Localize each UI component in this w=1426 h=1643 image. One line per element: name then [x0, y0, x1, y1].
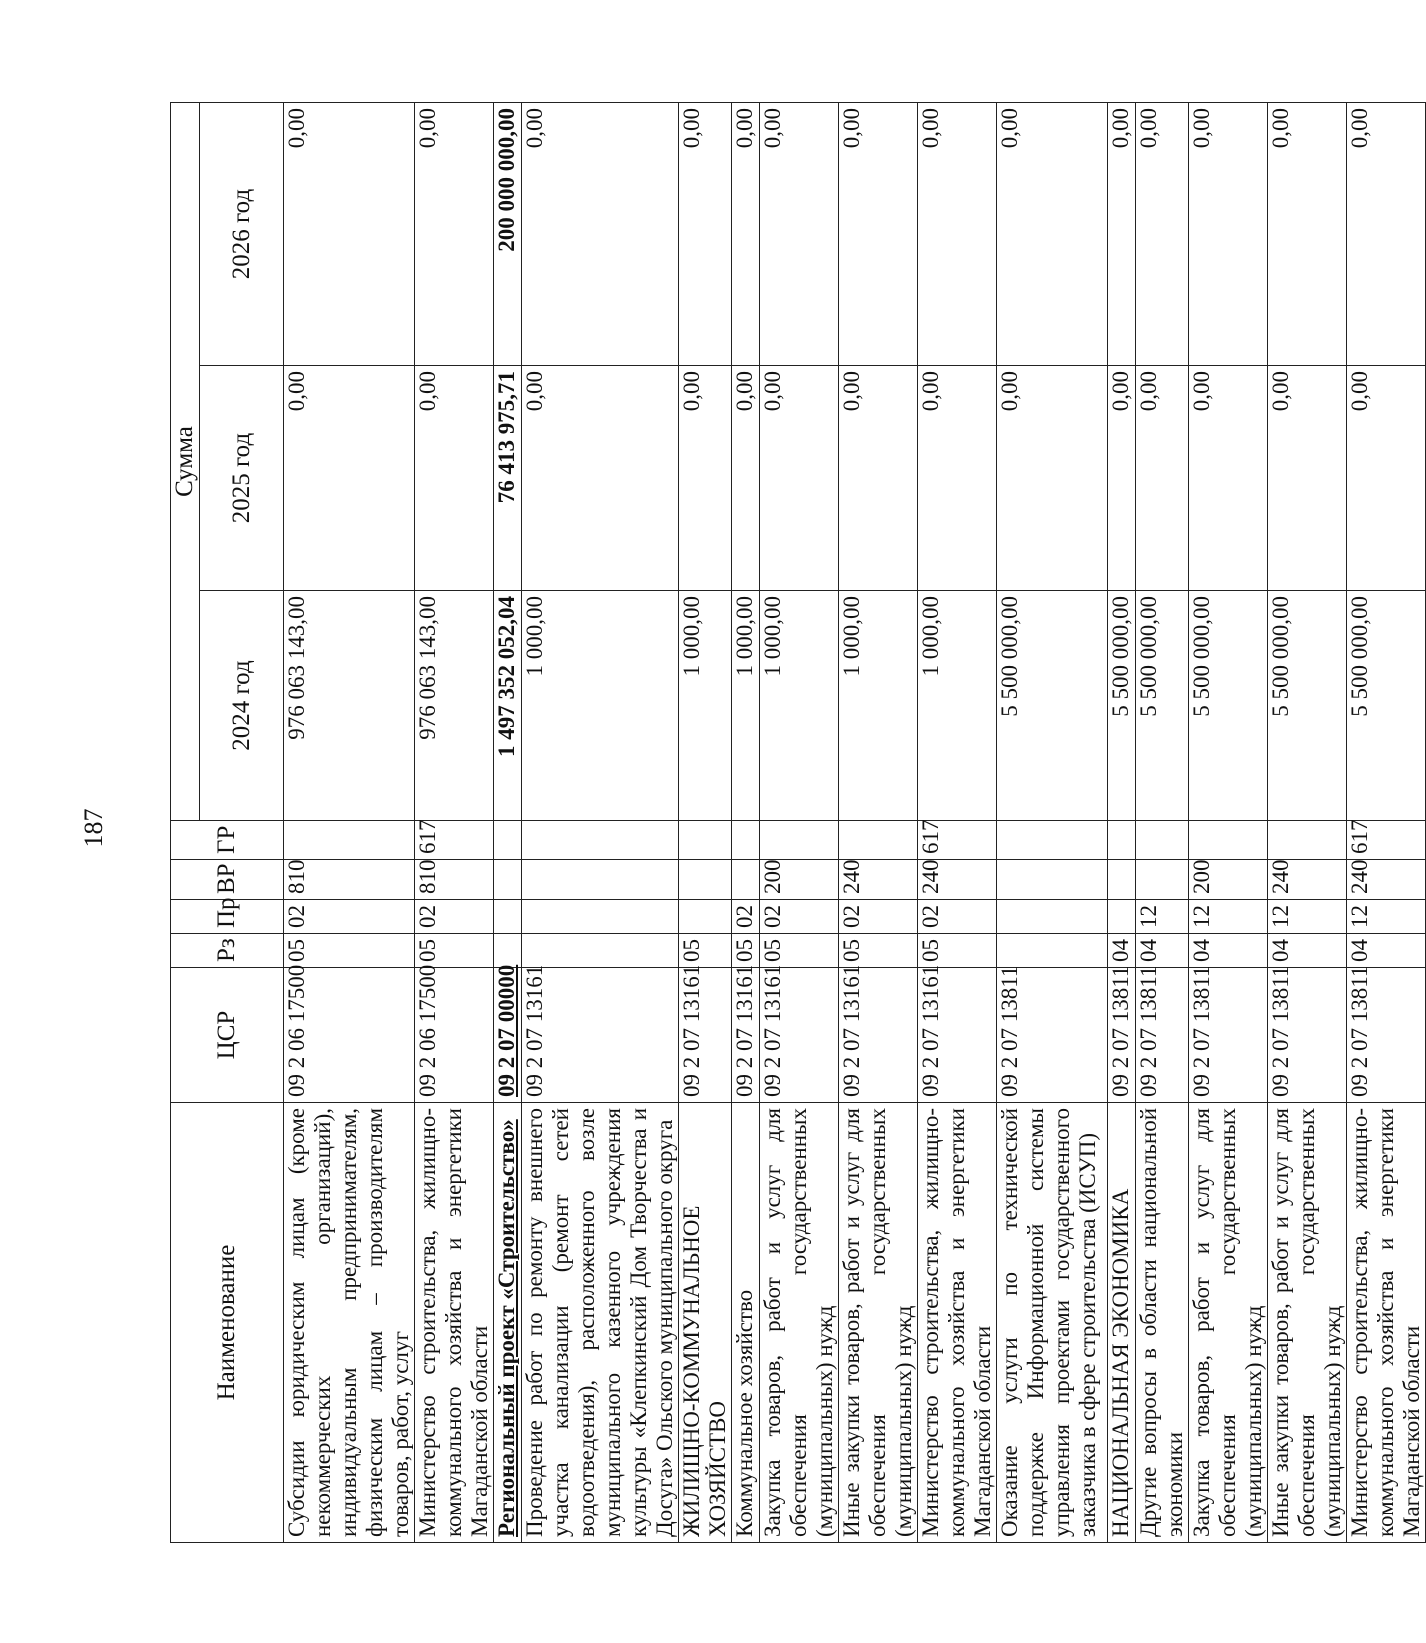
cell-name: Региональный проект «Строительство»: [494, 1103, 522, 1543]
cell-rz: [415, 934, 494, 968]
cell-vr: [838, 860, 917, 900]
cell-pr-text: 12: [1188, 905, 1214, 928]
cell-2026: 0,00: [838, 103, 917, 366]
cell-vr: [760, 860, 839, 900]
cell-csr-text: 09 2 07 13811: [1267, 965, 1293, 1097]
cell-csr: [996, 965, 1107, 1103]
cell-vr: [679, 860, 732, 900]
cell-vr-text: 240: [838, 859, 864, 894]
cell-rz: [996, 934, 1107, 968]
cell-gr: [284, 821, 415, 860]
cell-2025: 0,00: [760, 366, 839, 591]
cell-pr: [1107, 900, 1135, 934]
cell-vr-text: 240: [1346, 859, 1372, 894]
cell-vr: [1267, 860, 1346, 900]
cell-rz: [1135, 934, 1188, 968]
cell-gr: [1107, 821, 1135, 860]
cell-gr: [1135, 821, 1188, 860]
cell-csr: [415, 964, 494, 1103]
cell-2026: 0,00: [1267, 103, 1346, 366]
cell-2024: 5 500 000,00: [1107, 591, 1135, 821]
cell-pr-text: 02: [415, 905, 441, 928]
cell-pr: [1135, 900, 1188, 934]
table-body: [284, 103, 1425, 1543]
cell-rz: [1267, 934, 1346, 968]
cell-csr: [284, 964, 415, 1103]
cell-csr-text: 09 2 07 13811: [1188, 965, 1214, 1097]
cell-csr: [838, 964, 917, 1103]
cell-csr-text: 09 2 07 13811: [1107, 965, 1133, 1097]
cell-vr: [996, 860, 1107, 900]
cell-gr: [838, 821, 917, 860]
cell-2025: 0,00: [838, 366, 917, 591]
cell-rz-text: 04: [1188, 939, 1214, 962]
header-sum: Сумма: [171, 103, 200, 821]
cell-name: Проведение работ по ремонту внешнего участка канализации (ремонт сетей водоотведения), расположенного возле муниципального казенного учреждения культуры «Клепкинский Дом Творчества и Досуга» Ольского муниципального округа: [522, 1103, 679, 1543]
cell-pr: [415, 900, 494, 934]
cell-vr: [522, 860, 679, 900]
cell-csr: [1107, 965, 1135, 1103]
cell-2025: 0,00: [1135, 366, 1188, 591]
cell-pr: [284, 900, 415, 934]
table-row: [1188, 103, 1267, 1543]
cell-pr: [1346, 900, 1425, 934]
cell-vr-text: 240: [1267, 859, 1293, 894]
table-row: [415, 103, 494, 1543]
cell-2024: 5 500 000,00: [1135, 591, 1188, 821]
cell-name: Другие вопросы в области национальной экономики: [1135, 1103, 1188, 1543]
header-year-2025: 2025 год: [200, 366, 284, 591]
cell-gr: [917, 821, 996, 860]
cell-2026: 0,00: [732, 103, 760, 366]
cell-vr-text: 810: [284, 859, 310, 894]
cell-pr: [1188, 900, 1267, 934]
cell-rz-text: 05: [732, 939, 757, 962]
header-pr: Пр: [171, 900, 284, 934]
cell-csr: [494, 964, 522, 1103]
cell-rz: [1346, 934, 1425, 968]
cell-gr: [996, 821, 1107, 860]
cell-2025: 76 413 975,71: [494, 366, 522, 591]
cell-vr-text: 810: [415, 859, 441, 894]
table-row: [522, 103, 679, 1543]
cell-name: Оказание услуги по технической поддержке Информационной системы управления проектами государственного заказчика в сфере строительства (ИСУП): [996, 1103, 1107, 1543]
cell-csr: [522, 964, 679, 1103]
cell-csr-text: 09 2 07 13811: [996, 965, 1022, 1097]
table-row: [494, 103, 522, 1543]
cell-pr-text: 02: [284, 905, 310, 928]
cell-2024: 5 500 000,00: [1346, 591, 1425, 821]
cell-2025: 0,00: [284, 366, 415, 591]
cell-vr-text: 240: [917, 859, 943, 894]
cell-csr-text: 09 2 07 13161: [732, 964, 757, 1097]
cell-rz: [522, 934, 679, 968]
table-row: [679, 103, 732, 1543]
cell-csr-text: 09 2 07 13161: [679, 964, 705, 1097]
cell-csr-text: 09 2 07 13161: [917, 964, 943, 1097]
cell-rz-text: 05: [838, 939, 864, 962]
cell-vr: [415, 860, 494, 900]
cell-pr: [1267, 900, 1346, 934]
cell-rz: [838, 934, 917, 968]
cell-2024: 1 000,00: [732, 591, 760, 821]
cell-2024: 976 063 143,00: [284, 591, 415, 821]
cell-rz-text: 05: [917, 939, 943, 962]
cell-2025: 0,00: [679, 366, 732, 591]
cell-2026: 0,00: [415, 103, 494, 366]
cell-2024: 976 063 143,00: [415, 591, 494, 821]
cell-2024: 5 500 000,00: [1267, 591, 1346, 821]
cell-2024: 1 000,00: [522, 591, 679, 821]
cell-csr: [1188, 965, 1267, 1103]
cell-rz: [760, 934, 839, 968]
cell-csr: [1346, 965, 1425, 1103]
table-row: [917, 103, 996, 1543]
cell-csr: [732, 964, 760, 1103]
cell-vr: [1188, 860, 1267, 900]
cell-2025: 0,00: [1188, 366, 1267, 591]
cell-name: ЖИЛИЩНО-КОММУНАЛЬНОЕ ХОЗЯЙСТВО: [679, 1103, 732, 1543]
cell-2026: 0,00: [1188, 103, 1267, 366]
table-row: [1107, 103, 1135, 1543]
cell-name: Субсидии юридическим лицам (кроме некоммерческих организаций), индивидуальным предпринимателям, физическим лицам – производителям товаров, работ, услуг: [284, 1103, 415, 1543]
cell-csr: [917, 964, 996, 1103]
cell-pr: [760, 900, 839, 934]
cell-csr: [1267, 965, 1346, 1103]
cell-rz: [1188, 934, 1267, 968]
cell-gr: [732, 821, 760, 860]
cell-pr: [838, 900, 917, 934]
cell-name: Коммунальное хозяйство: [732, 1103, 760, 1543]
table-row: [284, 103, 415, 1543]
cell-rz-text: 05: [760, 939, 785, 962]
cell-gr: [522, 821, 679, 860]
table-row: [1267, 103, 1346, 1543]
cell-pr-text: 12: [1135, 905, 1161, 928]
page-number: 187: [79, 808, 108, 848]
cell-gr: [415, 821, 494, 860]
cell-gr: [760, 821, 839, 860]
cell-2024: 5 500 000,00: [1188, 591, 1267, 821]
cell-2026: 0,00: [1346, 103, 1425, 366]
cell-pr: [732, 900, 760, 934]
cell-csr: [679, 964, 732, 1103]
cell-pr: [494, 900, 522, 934]
cell-2025: 0,00: [996, 366, 1107, 591]
cell-name: Министерство строительства, жилищно-коммунального хозяйства и энергетики Магаданской области: [917, 1103, 996, 1543]
header-csr: ЦСР: [171, 968, 284, 1103]
cell-csr-text: 09 2 07 00000: [494, 964, 520, 1097]
cell-name: Закупка товаров, работ и услуг для обеспечения государственных (муниципальных) нужд: [760, 1103, 839, 1543]
cell-csr-text: 09 2 07 13161: [838, 964, 864, 1097]
cell-2026: 0,00: [917, 103, 996, 366]
header-year-2024: 2024 год: [200, 591, 284, 821]
cell-name: Министерство строительства, жилищно-коммунального хозяйства и энергетики Магаданской области: [415, 1103, 494, 1543]
cell-name: Иные закупки товаров, работ и услуг для обеспечения государственных (муниципальных) нужд: [1267, 1103, 1346, 1543]
cell-csr-text: 09 2 07 13811: [1135, 965, 1161, 1097]
cell-2026: 0,00: [284, 103, 415, 366]
table-row: [838, 103, 917, 1543]
cell-rz-text: 04: [1107, 939, 1133, 962]
cell-vr: [732, 860, 760, 900]
cell-rz: [732, 934, 760, 968]
cell-gr: [679, 821, 732, 860]
cell-rz: [679, 934, 732, 968]
rotated-table-container: [170, 103, 1424, 1543]
cell-2026: 0,00: [760, 103, 839, 366]
cell-pr: [996, 900, 1107, 934]
cell-2024: 1 000,00: [679, 591, 732, 821]
cell-rz-text: 04: [1346, 939, 1372, 962]
cell-name: Закупка товаров, работ и услуг для обеспечения государственных (муниципальных) нужд: [1188, 1103, 1267, 1543]
cell-pr: [522, 900, 679, 934]
cell-pr: [679, 900, 732, 934]
cell-pr: [917, 900, 996, 934]
cell-name: Иные закупки товаров, работ и услуг для обеспечения государственных (муниципальных) нужд: [838, 1103, 917, 1543]
cell-2025: 0,00: [415, 366, 494, 591]
cell-gr: [1188, 821, 1267, 860]
cell-2025: 0,00: [732, 366, 760, 591]
cell-pr-text: 02: [917, 905, 943, 928]
budget-table: [170, 102, 1426, 1543]
table-header: [171, 103, 284, 1543]
cell-gr-text: 617: [415, 819, 441, 854]
header-name: Наименование: [171, 1103, 284, 1543]
cell-rz-text: 04: [1267, 939, 1293, 962]
cell-pr-text: 02: [732, 905, 757, 928]
header-gr: ГР: [171, 821, 284, 860]
cell-rz: [917, 934, 996, 968]
cell-rz-text: 05: [679, 939, 705, 962]
header-year-2026: 2026 год: [200, 103, 284, 366]
cell-csr-text: 09 2 06 17500: [415, 964, 441, 1097]
table-row: [1346, 103, 1425, 1543]
cell-2024: 1 497 352 052,04: [494, 591, 522, 821]
cell-2026: 0,00: [679, 103, 732, 366]
cell-2025: 0,00: [917, 366, 996, 591]
cell-rz-text: 05: [284, 939, 310, 962]
cell-vr: [284, 860, 415, 900]
header-rz: Рз: [171, 934, 284, 968]
cell-pr-text: 12: [1346, 905, 1372, 928]
cell-csr-text: 09 2 07 13161: [522, 964, 548, 1097]
table-row: [732, 103, 760, 1543]
cell-rz: [1107, 934, 1135, 968]
cell-pr-text: 02: [760, 905, 785, 928]
header-vr: ВР: [171, 860, 284, 900]
cell-gr-text: 617: [917, 819, 943, 854]
cell-2026: 0,00: [1135, 103, 1188, 366]
cell-2026: 200 000 000,00: [494, 103, 522, 366]
cell-gr: [494, 821, 522, 860]
cell-vr: [1135, 860, 1188, 900]
cell-vr-text: 200: [760, 859, 785, 894]
cell-rz: [284, 934, 415, 968]
cell-vr: [494, 860, 522, 900]
cell-name: НАЦИОНАЛЬНАЯ ЭКОНОМИКА: [1107, 1103, 1135, 1543]
cell-2025: 0,00: [1267, 366, 1346, 591]
cell-rz: [494, 934, 522, 968]
table-row: [1135, 103, 1188, 1543]
cell-2024: 1 000,00: [917, 591, 996, 821]
cell-gr: [1267, 821, 1346, 860]
cell-2024: 1 000,00: [760, 591, 839, 821]
cell-rz-text: 05: [415, 939, 441, 962]
cell-csr-text: 09 2 07 13161: [760, 964, 785, 1097]
cell-2025: 0,00: [522, 366, 679, 591]
cell-2025: 0,00: [1346, 366, 1425, 591]
cell-csr-text: 09 2 07 13811: [1346, 965, 1372, 1097]
cell-csr: [760, 964, 839, 1103]
cell-vr: [917, 860, 996, 900]
cell-csr-text: 09 2 06 17500: [284, 964, 310, 1097]
table-row: [996, 103, 1107, 1543]
cell-2024: 5 500 000,00: [996, 591, 1107, 821]
cell-2026: 0,00: [996, 103, 1107, 366]
cell-vr: [1107, 860, 1135, 900]
cell-2024: 1 000,00: [838, 591, 917, 821]
cell-2025: 0,00: [1107, 366, 1135, 591]
cell-gr-text: 617: [1346, 819, 1372, 854]
cell-csr: [1135, 965, 1188, 1103]
cell-rz-text: 04: [1135, 939, 1161, 962]
cell-gr: [1346, 821, 1425, 860]
cell-pr-text: 02: [838, 905, 864, 928]
cell-2026: 0,00: [1107, 103, 1135, 366]
cell-name: Министерство строительства, жилищно-коммунального хозяйства и энергетики Магаданской области: [1346, 1103, 1425, 1543]
table-row: [760, 103, 839, 1543]
cell-pr-text: 12: [1267, 905, 1293, 928]
cell-2026: 0,00: [522, 103, 679, 366]
cell-vr-text: 200: [1188, 859, 1214, 894]
cell-vr: [1346, 860, 1425, 900]
